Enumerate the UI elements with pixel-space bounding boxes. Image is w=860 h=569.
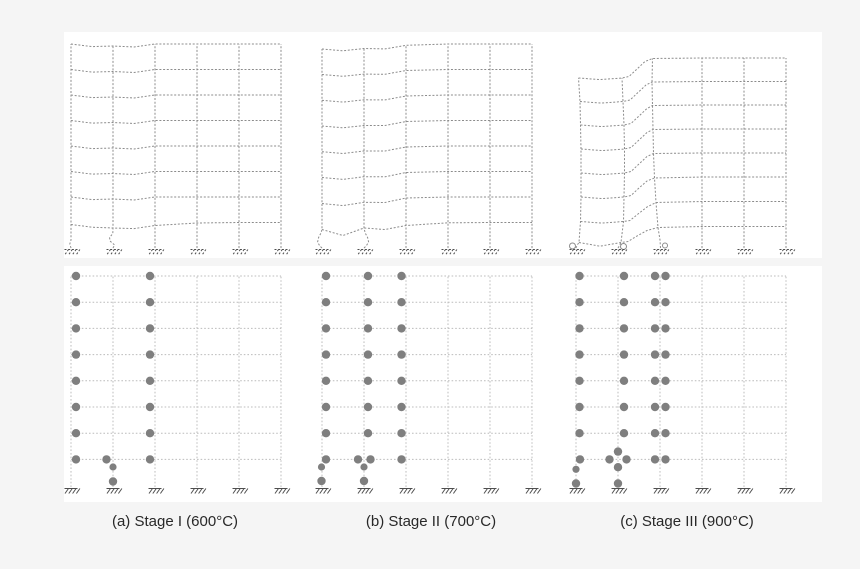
plastic-hinge bbox=[661, 403, 669, 411]
plastic-hinge bbox=[146, 324, 154, 332]
plastic-hinge bbox=[322, 377, 330, 385]
plastic-hinge bbox=[620, 272, 628, 280]
caption-stage-2: (b) Stage II (700°C) bbox=[365, 513, 497, 530]
plastic-hinge bbox=[651, 377, 659, 385]
plastic-hinge bbox=[620, 298, 628, 306]
plastic-hinge bbox=[109, 477, 117, 485]
plastic-hinge bbox=[397, 455, 405, 463]
plastic-hinge bbox=[72, 403, 80, 411]
figure-white-area bbox=[64, 266, 822, 502]
plastic-hinge bbox=[322, 429, 330, 437]
plastic-hinge bbox=[354, 455, 362, 463]
plastic-hinge bbox=[146, 272, 154, 280]
plastic-hinge bbox=[576, 455, 584, 463]
plastic-hinge bbox=[72, 324, 80, 332]
plastic-hinge bbox=[651, 403, 659, 411]
plastic-hinge bbox=[397, 377, 405, 385]
plastic-hinge bbox=[661, 324, 669, 332]
plastic-hinge bbox=[614, 479, 622, 487]
plastic-hinge bbox=[651, 298, 659, 306]
plastic-hinge bbox=[102, 455, 110, 463]
plastic-hinge bbox=[109, 463, 116, 470]
plastic-hinge bbox=[651, 429, 659, 437]
plastic-hinge bbox=[364, 298, 372, 306]
plastic-hinge bbox=[360, 477, 368, 485]
plastic-hinge bbox=[651, 272, 659, 280]
plastic-hinge bbox=[364, 324, 372, 332]
plastic-hinge bbox=[318, 463, 325, 470]
plastic-hinge bbox=[72, 272, 80, 280]
plastic-hinge bbox=[146, 377, 154, 385]
plastic-hinge bbox=[614, 463, 622, 471]
plastic-hinge bbox=[620, 403, 628, 411]
plastic-hinge bbox=[572, 466, 579, 473]
plastic-hinge bbox=[146, 403, 154, 411]
plastic-hinge bbox=[605, 455, 613, 463]
plastic-hinge bbox=[661, 272, 669, 280]
plastic-hinge bbox=[397, 429, 405, 437]
plastic-hinge bbox=[146, 429, 154, 437]
plastic-hinge bbox=[575, 350, 583, 358]
plastic-hinge bbox=[397, 298, 405, 306]
plastic-hinge bbox=[317, 477, 325, 485]
plastic-hinge bbox=[72, 350, 80, 358]
plastic-hinge bbox=[572, 479, 580, 487]
plastic-hinge bbox=[397, 272, 405, 280]
plastic-hinge bbox=[360, 463, 367, 470]
plastic-hinge bbox=[364, 350, 372, 358]
plastic-hinge bbox=[622, 455, 630, 463]
plastic-hinge bbox=[661, 429, 669, 437]
plastic-hinge bbox=[397, 350, 405, 358]
plastic-hinge bbox=[322, 403, 330, 411]
plastic-hinge bbox=[575, 324, 583, 332]
plastic-hinge bbox=[72, 455, 80, 463]
plastic-hinge bbox=[575, 377, 583, 385]
plastic-hinge bbox=[661, 377, 669, 385]
plastic-hinge bbox=[364, 272, 372, 280]
plastic-hinge bbox=[322, 272, 330, 280]
plastic-hinge bbox=[322, 298, 330, 306]
plastic-hinge bbox=[364, 403, 372, 411]
plastic-hinge bbox=[322, 350, 330, 358]
plastic-hinge bbox=[661, 350, 669, 358]
plastic-hinge bbox=[620, 429, 628, 437]
plastic-hinge bbox=[651, 350, 659, 358]
plastic-hinge bbox=[397, 403, 405, 411]
plastic-hinge bbox=[397, 324, 405, 332]
plastic-hinge bbox=[661, 298, 669, 306]
plastic-hinge bbox=[575, 403, 583, 411]
plastic-hinge bbox=[575, 429, 583, 437]
caption-stage-1: (a) Stage I (600°C) bbox=[111, 513, 239, 530]
figure-white-area bbox=[64, 32, 822, 258]
plastic-hinge bbox=[146, 298, 154, 306]
plastic-hinge bbox=[322, 455, 330, 463]
plastic-hinge bbox=[72, 377, 80, 385]
plastic-hinge bbox=[575, 272, 583, 280]
plastic-hinge bbox=[364, 429, 372, 437]
plastic-hinge bbox=[614, 447, 622, 455]
plastic-hinge bbox=[661, 455, 669, 463]
plastic-hinge bbox=[620, 377, 628, 385]
plastic-hinge bbox=[620, 350, 628, 358]
caption-stage-3: (c) Stage III (900°C) bbox=[620, 513, 754, 530]
plastic-hinge bbox=[620, 324, 628, 332]
plastic-hinge bbox=[146, 350, 154, 358]
plastic-hinge bbox=[146, 455, 154, 463]
plastic-hinge bbox=[364, 377, 372, 385]
plastic-hinge bbox=[366, 455, 374, 463]
plastic-hinge bbox=[651, 455, 659, 463]
plastic-hinge bbox=[322, 324, 330, 332]
plastic-hinge bbox=[72, 298, 80, 306]
plastic-hinge bbox=[651, 324, 659, 332]
plastic-hinge bbox=[575, 298, 583, 306]
plastic-hinge bbox=[72, 429, 80, 437]
